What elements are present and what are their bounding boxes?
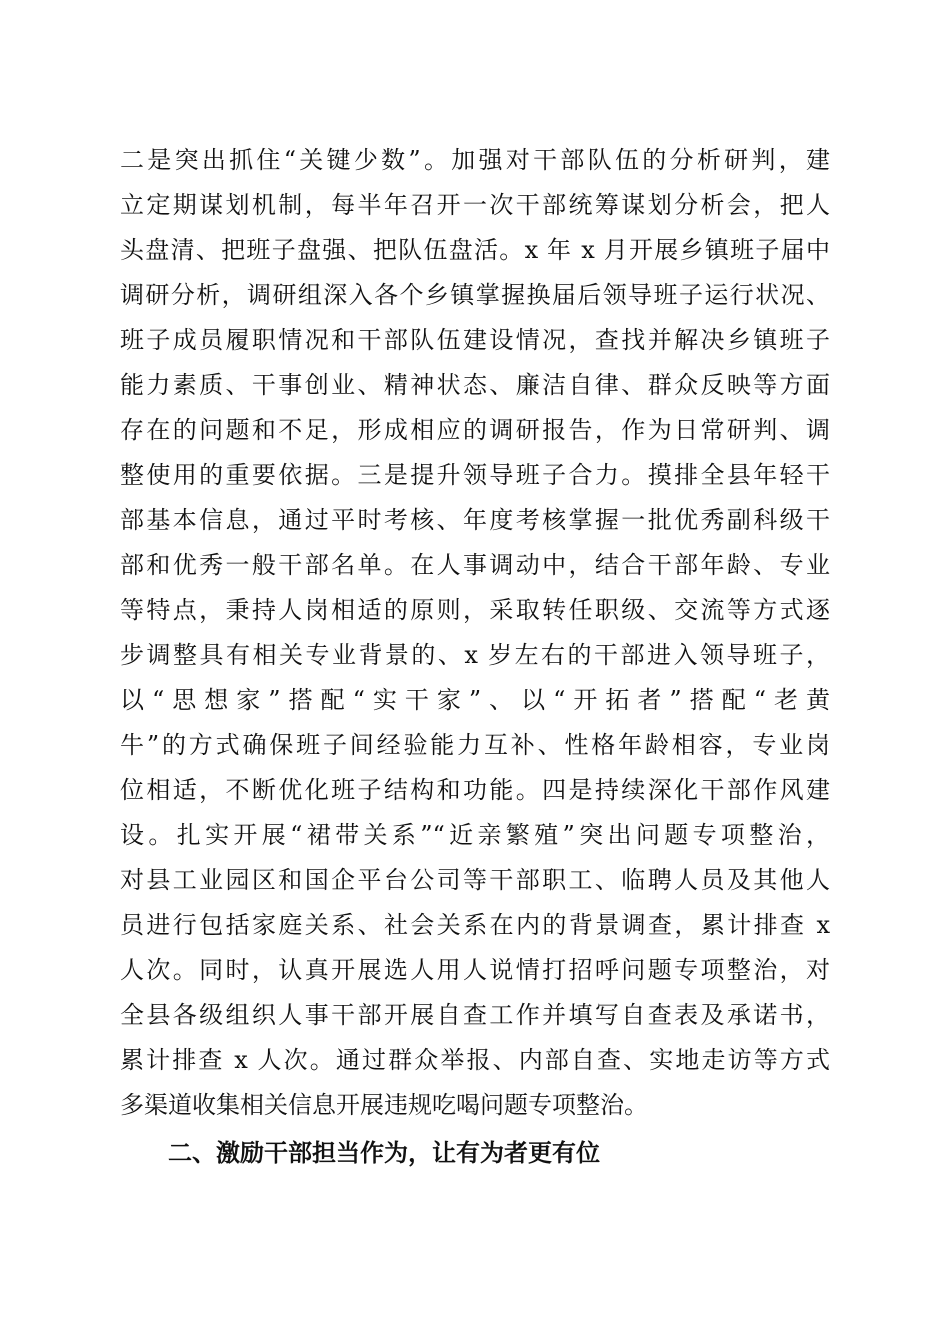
body-line-18: 员进行包括家庭关系、社会关系在内的背景调查，累计排查 x bbox=[120, 911, 830, 939]
section-heading: 二、激励干部担当作为，让有为者更有位 bbox=[168, 1139, 600, 1167]
body-line-17: 对县工业园区和国企平台公司等干部职工、临聘人员及其他人 bbox=[120, 866, 830, 894]
body-line-22: 多渠道收集相关信息开展违规吃喝问题专项整治。 bbox=[120, 1091, 648, 1119]
body-line-2: 立定期谋划机制，每半年召开一次干部统筹谋划分析会，把人 bbox=[120, 191, 830, 219]
body-line-7: 存在的问题和不足，形成相应的调研报告，作为日常研判、调 bbox=[120, 416, 830, 444]
body-line-4: 调研分析，调研组深入各个乡镇掌握换届后领导班子运行状况、 bbox=[120, 281, 830, 309]
body-line-12: 步调整具有相关专业背景的、x 岁左右的干部进入领导班子， bbox=[120, 641, 830, 669]
body-line-8: 整使用的重要依据。三是提升领导班子合力。摸排全县年轻干 bbox=[120, 461, 830, 489]
body-line-3: 头盘清、把班子盘强、把队伍盘活。x 年 x 月开展乡镇班子届中 bbox=[120, 236, 830, 264]
body-line-15: 位相适，不断优化班子结构和功能。四是持续深化干部作风建 bbox=[120, 776, 830, 804]
body-line-19: 人次。同时，认真开展选人用人说情打招呼问题专项整治，对 bbox=[120, 956, 830, 984]
body-line-13: 以“思想家”搭配“实干家”、以“开拓者”搭配“老黄 bbox=[120, 686, 830, 714]
body-line-21: 累计排查 x 人次。通过群众举报、内部自查、实地走访等方式 bbox=[120, 1046, 830, 1074]
body-line-11: 等特点，秉持人岗相适的原则，采取转任职级、交流等方式逐 bbox=[120, 596, 830, 624]
body-line-16: 设。扎实开展“裙带关系”“近亲繁殖”突出问题专项整治， bbox=[120, 821, 830, 849]
body-line-5: 班子成员履职情况和干部队伍建设情况，查找并解决乡镇班子 bbox=[120, 326, 830, 354]
body-line-1: 二是突出抓住“关键少数”。加强对干部队伍的分析研判，建 bbox=[120, 146, 830, 174]
body-line-9: 部基本信息，通过平时考核、年度考核掌握一批优秀副科级干 bbox=[120, 506, 830, 534]
body-line-10: 部和优秀一般干部名单。在人事调动中，结合干部年龄、专业 bbox=[120, 551, 830, 579]
body-line-6: 能力素质、干事创业、精神状态、廉洁自律、群众反映等方面 bbox=[120, 371, 830, 399]
body-line-20: 全县各级组织人事干部开展自查工作并填写自查表及承诺书， bbox=[120, 1001, 830, 1029]
document-page bbox=[120, 138, 830, 1176]
body-line-14: 牛”的方式确保班子间经验能力互补、性格年龄相容，专业岗 bbox=[120, 731, 830, 759]
